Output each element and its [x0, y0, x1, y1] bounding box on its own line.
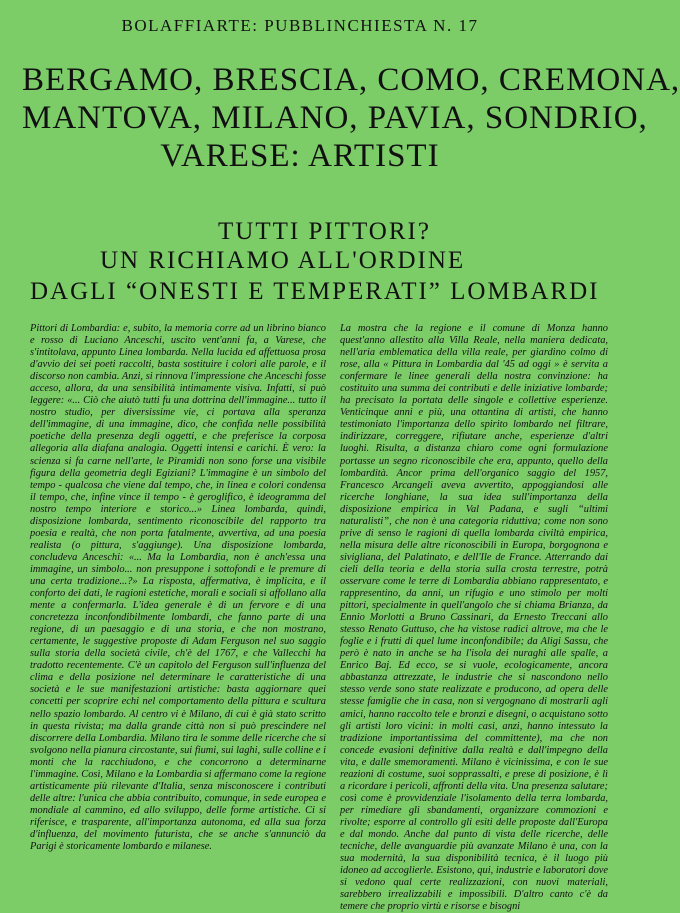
subtitle-line-1: TUTTI PITTORI?	[218, 218, 431, 245]
article-text-right: La mostra che la regione e il comune di Monza hanno quest'anno allestito alla Villa Reale, nella maniera dedicata, nell'aria emblematica della villa reale, per giardino colmo di rose, alla « Pittura in Lombardia dal '45 ad oggi » è servita a confermare le linee generali della nostra convinzione: ha costituito una summa dei contributi e delle iniziative lombarde; ha precisato la portata delle singole e collettive esperienze. Venticinque anni e più, una ottantina di artisti, che hanno testimoniato l'importanza dello spirito lombardo nel filtrare, indirizzare, correggere, rifiutare anche, esperienze d'altri luoghi. Risulta, a distanza chiaro come ogni formulazione portasse un segno riconoscibile che era, appunto, quello della lombardità. Ancor prima dell'organico saggio del 1957, Francesco Arcangeli aveva avvertito, appoggiandosi alle ricerche longhiane, la sua idea sull'importanza della disposizione empirica in Val Padana, e sugli “ultimi naturalisti”, che non è una categoria riduttiva; come non sono prive di senso le ragioni di quella lombarda civiltà empirica, nella misura delle altre riconoscibili in Europa, borgognona e sivigliana, del Palatinato, e dell'Ile de France. Atterrando dai cieli della teoria e della storia sulla crosta terrestre, potrà osservare come le terre di Lombardia abbiano rappresentato, e rappresentino, da anni, un rifugio e uno stimolo per molti pittori, specialmente in quell'angolo che si chiama Brianza, da Ennio Morlotti a Bruno Cassinari, da Ernesto Treccani allo stesso Renato Guttuso, che ha vistose radici altrove, ma che le foglie e i frutti di quel lume inconfondibile; da Aligi Sassu, che però è nato in anche se ha l'isola dei nuraghi alle spalle, a Enrico Baj. Ed ecco, se si vuole, ecologicamente, ancora abbastanza attrezzate, le industrie che si nascondono nello stesso verde sono state realizzate e producono, ad opera delle stesse famiglie che in casa, non si vergognano di mostrarli agli amici, hanno raccolto tele e bronzi e disegni, o acquistano sotto gli artisti loro vicini: in molti casi, anzi, hanno intessuto la tradizione importantissima del committente), ma che non concede evasioni definitive dalla realtà e dall'impegno della vita, e dalle smemoramenti. Milano è vicinissima, e con le sue reazioni di costume, suoi sopprassalti, e prese di posizione, è lì a ricordare i pericoli, affronti della vita. Una presenza salutare; così come è provvidenziale l'isolamento della terra lombarda, per rimediare gli sbandamenti, organizzare commozioni e rivolte; esporre al controllo gli esiti delle proposte dall'Europa e dal mondo. Anche dal punto di vista delle ricerche, delle tecniche, delle avanguardie più avanzate Milano è una, con la sua modernità, la sua disponibilità tecnica, è il luogo più idoneo ad accoglierle. Esistono, qui, industrie e laboratori dove si vedono qual certe realizzazioni, con nuovi materiali, sarebbero irrealizzabili e impossibili. D'altro canto c'è da temere che proprio virtù e risorse e bisogni	[340, 323, 608, 913]
running-head: BOLAFFIARTE: PUBBLINCHIESTA N. 17	[121, 16, 479, 35]
article-text-left: Pittori di Lombardia: e, subito, la memoria corre ad un librino bianco e rosso di Luciano Anceschi, uscito vent'anni fa, a Varese, che s'intitolava, appunto Linea lombarda. Nella lucida ed affettuosa prosa d'avvio dei sei poeti raccolti, basta sostituire i colori alle parole, e il discorso non cambia. Anzi, si rinnova l'impressione che Anceschi fosse acceso, allora, da una sensibilità intimamente visiva. Infatti, si può leggere: «... Ciò che aiutò tutti fu una dottrina dell'immagine... tutto il nostro studio, per diversissime vie, ci portava alla speranza dell'immagine, di una immagine, dico, che confida nelle possibilità poetiche della presenza degli oggetti, e che preferisce la corposa allegoria alla diafana analogia. Oggetti intensi e carichi. È vero: la scienza si fa carne nell'arte, le Piramidi non sono forse una visibile figura della geometria degli Egiziani? L'immagine è un simbolo del tempo - qualcosa che viene dal tempo, che, in linea e colori condensa il tempo, che, infine vince il tempo - è geroglifico, è ideogramma del nostro tempo interiore e storico...» Linea lombarda, quindi, disposizione lombarda, sentimento riconoscibile del rapporto tra poesia e realtà, che non porta fatalmente, avvertiva, ad una poesia realista (o pittura, s'aggiunge). Una disposizione lombarda, concludeva Anceschi: «... Ma la Lombardia, non è anch'essa una immagine, un simbolo... non presuppone i sottofondi e le premure di una certa tradizione...?» La risposta, affermativa, è implicita, e il conforto dei dati, le ragioni estetiche, morali e sociali si affollano alla mente a confermarla. L'idea generale è di un fervore e di una concretezza inconfondibilmente lombardi, che fanno parte di una regione, di un paesaggio e di una storia, e che non mostrano, certamente, le suggestive proposte di Adam Ferguson nel suo saggio sulla storia della società civile, ch'è del 1767, e che Vallecchi ha tradotto recentemente. C'è un capitolo del Ferguson sull'influenza del clima e della posizione nel determinare le caratteristiche di una società e le sue manifestazioni artistiche: basta aggiornare quei concetti per scoprire echi nel comportamento della pittura e scultura nello spazio lombardo. Al centro vi è Milano, di cui è già stato scritto in questa rivista; ma dalla grande città non si può prescindere nel discorrere della Lombardia. Milano tira le somme delle ricerche che si svolgono nella pianura circostante, sui fiumi, sui laghi, sulle colline e i monti che la racchiudono, e che concorrono a determinarne l'immagine. Così, Milano e la Lombardia si affermano come la regione artisticamente più rilevante d'Italia, senza misconoscere i contributi delle altre: l'unica che abbia contribuito, comunque, in sede europea e mondiale al cammino, ed allo sviluppo, delle forme artistiche. Ci si riferisce, e trasparente, all'importanza autonoma, ed alla sua forza d'influenza, del movimento futurista, che se anche s'annunciò da Parigi è storicamente lombardo e milanese.	[30, 323, 326, 853]
article-column-right	[340, 323, 608, 913]
subtitle-line-2: UN RICHIAMO ALL'ORDINE	[100, 247, 466, 274]
subtitle-line-3: DAGLI “ONESTI E TEMPERATI” LOMBARDI	[30, 278, 600, 305]
title-line-1: BERGAMO, BRESCIA, COMO, CREMONA,	[22, 62, 680, 98]
title-line-3: VARESE: ARTISTI	[160, 138, 440, 174]
title-line-2: MANTOVA, MILANO, PAVIA, SONDRIO,	[22, 100, 648, 136]
article-column-left	[30, 323, 326, 853]
